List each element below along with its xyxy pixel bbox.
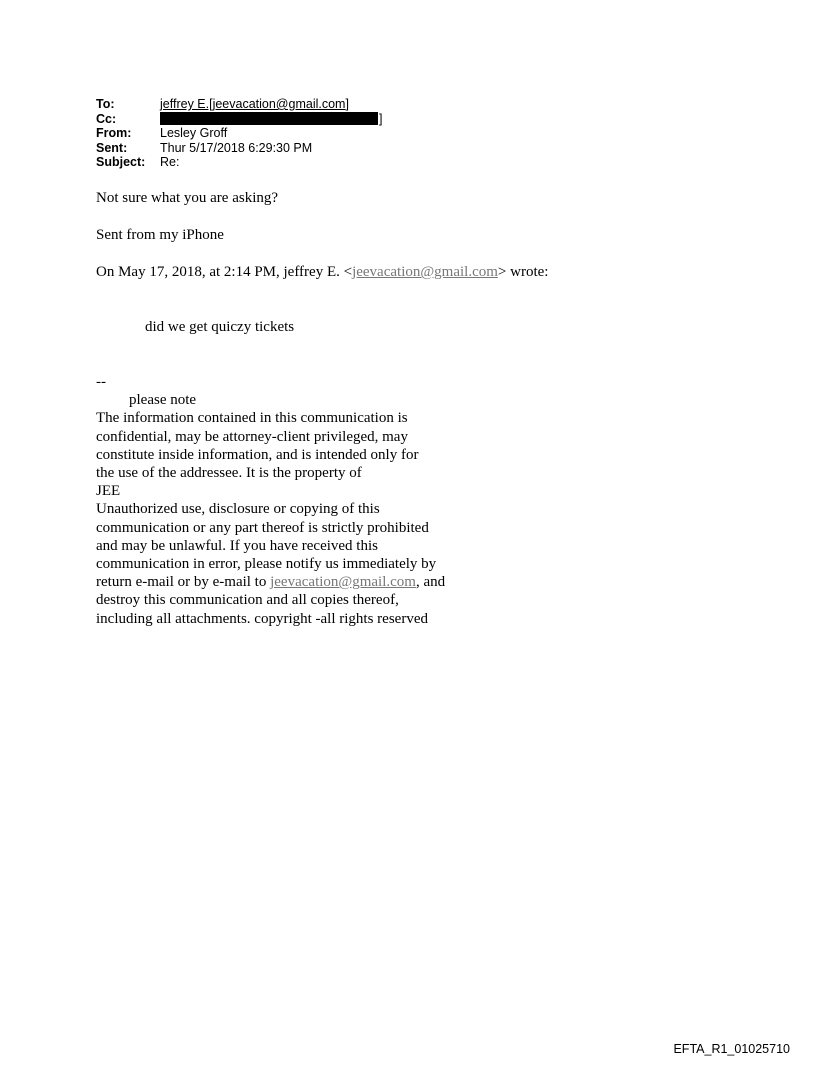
cc-label: Cc:: [96, 111, 117, 126]
return-line-prefix: return e-mail or by e-mail to: [96, 574, 271, 591]
sent-value: Thur 5/17/2018 6:29:30 PM: [160, 140, 313, 155]
quote-intro: [96, 263, 548, 281]
from-row: [96, 126, 382, 141]
quote-intro-email-link[interactable]: jeevacation@gmail.com: [352, 264, 498, 280]
to-label: To:: [96, 97, 115, 111]
document-id: EFTA_R1_01025710: [673, 1042, 790, 1056]
redaction-block: [160, 112, 378, 125]
cc-row: [96, 112, 382, 127]
disclaimer-note-heading: please note: [129, 392, 197, 409]
disclaimer-line: The information contained in this communication is: [96, 410, 408, 427]
disclaimer-block: [96, 373, 445, 628]
disclaimer-line: destroy this communication and all copies thereof,: [96, 592, 399, 609]
disclaimer-line: communication in error, please notify us immediately by: [96, 556, 437, 573]
disclaimer-line: JEE: [96, 483, 121, 500]
quote-intro-prefix: On May 17, 2018, at 2:14 PM, jeffrey E. <: [96, 264, 353, 280]
disclaimer-line: constitute inside information, and is intended only for: [96, 446, 419, 463]
cc-value: [160, 112, 382, 127]
cc-bracket: ]: [379, 111, 383, 126]
to-value: jeffrey E.[jeevacation@gmail.com]: [160, 97, 349, 111]
disclaimer-line: and may be unlawful. If you have received this: [96, 537, 378, 554]
subject-row: [96, 155, 382, 170]
quote-intro-suffix: > wrote:: [497, 264, 549, 280]
to-row: [96, 97, 382, 112]
from-value: Lesley Groff: [160, 126, 228, 140]
disclaimer-line: Unauthorized use, disclosure or copying of this: [96, 501, 380, 518]
disclaimer-line: confidential, may be attorney-client privileged, may: [96, 428, 408, 445]
disclaimer-separator: --: [96, 374, 106, 390]
reply-text: Not sure what you are asking?: [96, 190, 279, 206]
signature-text: Sent from my iPhone: [96, 227, 224, 243]
subject-label: Subject:: [96, 155, 146, 169]
disclaimer-line: including all attachments. copyright -all rights reserved: [96, 610, 428, 627]
sent-row: [96, 141, 382, 156]
subject-value: Re:: [160, 155, 180, 169]
from-label: From:: [96, 126, 132, 140]
return-line-suffix: , and: [415, 574, 446, 591]
disclaimer-line: the use of the addressee. It is the property of: [96, 465, 362, 482]
quoted-text: did we get quiczy tickets: [145, 319, 295, 335]
email-header: [96, 97, 382, 170]
disclaimer-return-line: [96, 573, 445, 591]
disclaimer-email-link[interactable]: jeevacation@gmail.com: [270, 574, 416, 591]
disclaimer-line: communication or any part thereof is strictly prohibited: [96, 519, 429, 536]
sent-label: Sent:: [96, 140, 128, 155]
